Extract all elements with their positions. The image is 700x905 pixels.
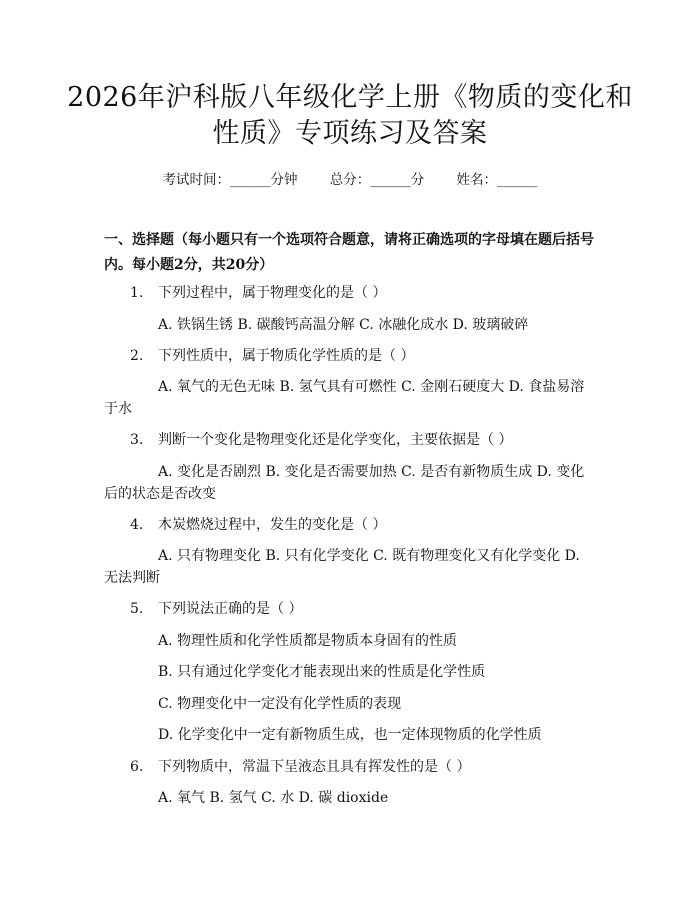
question-1 <box>130 282 386 302</box>
question-stem: 下列性质中，属于物质化学性质的是（ ） <box>158 348 415 364</box>
exam-meta <box>0 168 700 188</box>
question-4 <box>130 514 386 534</box>
question-6-options: A. 氧气 B. 氢气 C. 水 D. 碳 dioxide <box>158 790 389 806</box>
total-score: 总分：______分 <box>329 172 425 188</box>
question-3-options-cont: 后的状态是否改变 <box>104 486 216 502</box>
question-4-options: A. 只有物理变化 B. 只有化学变化 C. 既有物理变化又有化学变化 D. <box>158 548 580 564</box>
question-stem: 下列物质中，常温下呈液态且具有挥发性的是（ ） <box>158 759 471 775</box>
question-number: 5. <box>130 601 144 617</box>
page-title: 2026年沪科版八年级化学上册《物质的变化和性质》专项练习及答案 <box>67 82 633 149</box>
question-5 <box>130 598 302 618</box>
question-6 <box>130 756 470 776</box>
question-number: 2. <box>130 348 144 364</box>
question-2 <box>130 345 414 365</box>
question-1-options: A. 铁锅生锈 B. 碳酸钙高温分解 C. 冰融化成水 D. 玻璃破碎 <box>158 317 529 333</box>
question-stem: 木炭燃烧过程中，发生的变化是（ ） <box>158 517 387 533</box>
question-5-option-a: A. 物理性质和化学性质都是物质本身固有的性质 <box>158 633 458 649</box>
question-4-options-cont: 无法判断 <box>104 570 160 586</box>
question-number: 1. <box>130 285 144 301</box>
exam-time: 考试时间：______分钟 <box>162 172 298 188</box>
question-5-option-b: B. 只有通过化学变化才能表现出来的性质是化学性质 <box>158 664 486 680</box>
student-name: 姓名：______ <box>456 172 538 188</box>
question-stem: 判断一个变化是物理变化还是化学变化，主要依据是（ ） <box>158 432 513 448</box>
question-stem: 下列说法正确的是（ ） <box>158 601 303 617</box>
question-number: 6. <box>130 759 144 775</box>
question-3-options: A. 变化是否剧烈 B. 变化是否需要加热 C. 是否有新物质生成 D. 变化 <box>158 464 585 480</box>
question-stem: 下列过程中，属于物理变化的是（ ） <box>158 285 387 301</box>
question-2-options: A. 氧气的无色无味 B. 氢气具有可燃性 C. 金刚石硬度大 D. 食盐易溶 <box>158 379 585 395</box>
question-number: 4. <box>130 517 144 533</box>
question-2-options-cont: 于水 <box>104 401 132 417</box>
question-3 <box>130 429 512 449</box>
question-5-option-d: D. 化学变化中一定有新物质生成，也一定体现物质的化学性质 <box>158 727 542 743</box>
question-5-option-c: C. 物理变化中一定没有化学性质的表现 <box>158 696 402 712</box>
section-heading: 一、选择题（每小题只有一个选项符合题意，请将正确选项的字母填在题后括号内。每小题2分，共20分） <box>104 232 594 273</box>
question-number: 3. <box>130 432 144 448</box>
